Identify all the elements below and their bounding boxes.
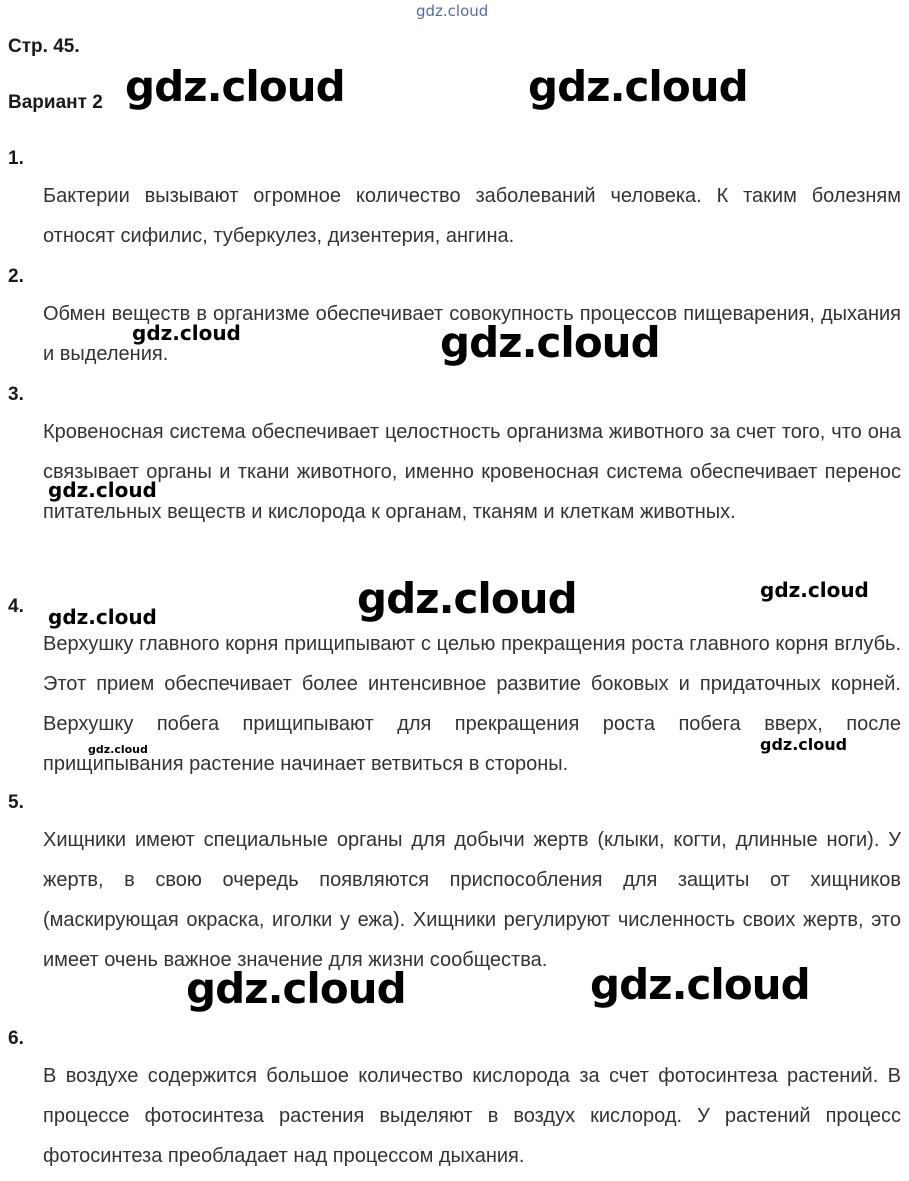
watermark: gdz.cloud xyxy=(186,964,406,1013)
item-number-6: 6. xyxy=(8,1028,24,1049)
item-number-3: 3. xyxy=(8,384,24,405)
watermark: gdz.cloud xyxy=(440,318,660,367)
item-text-4: Верхушку главного корня прищипывают с целью прекращения роста главного корня вглубь. Этот прием обеспечивает более интенсивное развитие боковых и придаточных корней. Верхушку побега прищипывают для прекращения роста побега вверх, после прищипывания растение начинает ветвиться в стороны. xyxy=(43,633,901,775)
item-text-1: Бактерии вызывают огромное количество заболеваний человека. К таким болезням относят сифилис, туберкулез, дизентерия, ангина. xyxy=(43,185,901,247)
watermark: gdz.cloud xyxy=(48,478,157,502)
watermark: gdz.cloud xyxy=(760,735,848,754)
variant-title: Вариант 2 xyxy=(8,92,103,113)
page-label: Стр. 45. xyxy=(8,36,80,57)
item-text-5: Хищники имеют специальные органы для добычи жертв (клыки, когти, длинные ноги). У жертв, в свою очередь появляются приспособления для защиты от хищников (маскирующая окраска, иголки у ежа). Хищники регулируют численность своих жертв, это имеет очень важное значение для жизни сообщества. xyxy=(43,829,901,971)
watermark: gdz.cloud xyxy=(88,743,148,756)
watermark: gdz.cloud xyxy=(528,62,748,111)
item-number-4: 4. xyxy=(8,596,24,617)
item-number-2: 2. xyxy=(8,266,24,287)
watermark: gdz.cloud xyxy=(125,62,345,111)
watermark: gdz.cloud xyxy=(48,605,157,629)
item-text-6: В воздухе содержится большое количество кислорода за счет фотосинтеза растений. В процессе фотосинтеза растения выделяют в воздух кислород. У растений процесс фотосинтеза преобладает над процессом дыхания. xyxy=(43,1065,901,1167)
watermark: gdz.cloud xyxy=(590,960,810,1009)
watermark: gdz.cloud xyxy=(416,2,489,20)
item-text-2: Обмен веществ в организме обеспечивает совокупность процессов пищеварения, дыхания и выделения. xyxy=(43,303,901,365)
item-number-5: 5. xyxy=(8,792,24,813)
item-text-3: Кровеносная система обеспечивает целостность организма животного за счет того, что она связывает органы и ткани животного, именно кровеносная система обеспечивает перенос питательных веществ и кислорода к органам, тканям и клеткам животных. xyxy=(43,421,901,523)
watermark: gdz.cloud xyxy=(760,578,869,602)
watermark: gdz.cloud xyxy=(132,321,241,345)
item-number-1: 1. xyxy=(8,148,24,169)
watermark: gdz.cloud xyxy=(357,574,577,623)
